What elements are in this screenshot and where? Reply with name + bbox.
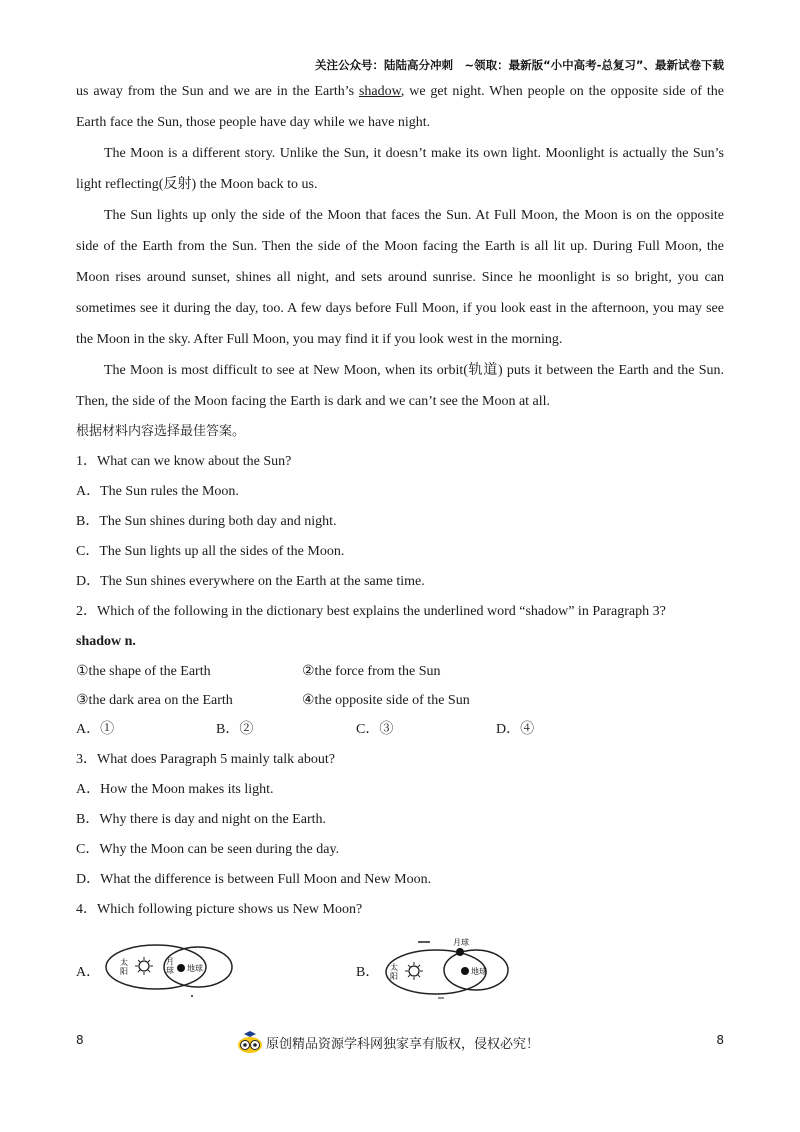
question-3-stem: 3．What does Paragraph 5 mainly talk about? bbox=[76, 752, 335, 767]
paragraph-1: us away from the Sun and we are in the Earth’s shadow, we get night. When people on the opposite side of the Earth face the Sun, those people have day while we have night. bbox=[76, 84, 724, 130]
earth-label-a: 地球 bbox=[187, 964, 203, 973]
question-2-options bbox=[76, 715, 724, 745]
question-1-option-c: C．The Sun lights up all the sides of the Moon. bbox=[76, 544, 345, 559]
underlined-word-shadow: shadow bbox=[358, 84, 401, 99]
dictionary-entry: shadow n. bbox=[76, 634, 136, 649]
definition-4: ④the opposite side of the Sun bbox=[302, 693, 470, 708]
picture-option-a bbox=[76, 941, 356, 1001]
definition-2: ②the force from the Sun bbox=[302, 664, 441, 679]
sun-icon bbox=[405, 962, 423, 980]
earth-dot-icon bbox=[461, 967, 469, 975]
moon-dot-icon bbox=[456, 948, 464, 956]
sun-icon bbox=[135, 957, 153, 975]
question-2-stem: 2．Which of the following in the dictionary best explains the underlined word “shadow” in Paragraph 3? bbox=[76, 604, 666, 619]
question-1-option-a: A．The Sun rules the Moon. bbox=[76, 484, 239, 499]
instruction: 根据材料内容选择最佳答案。 bbox=[76, 424, 246, 439]
paragraph-2: The Moon is a different story. Unlike the Sun, it doesn’t make its own light. Moonlight is actually the Sun’s light reflecting(反射) the Moon back to us. bbox=[76, 146, 724, 192]
moon-dot-icon bbox=[177, 964, 185, 972]
question-3-option-b: B．Why there is day and night on the Earth. bbox=[76, 812, 326, 827]
question-2-option-c: C．③ bbox=[356, 722, 394, 737]
definition-3: ③the dark area on the Earth bbox=[76, 693, 233, 708]
earth-label-b: 地球 bbox=[471, 967, 487, 976]
sun-label-a-2: 阳 bbox=[120, 967, 128, 976]
page-number-right: 8 bbox=[716, 1033, 724, 1047]
page-header: 关注公众号：陆陆高分冲刺 ~领取：最新版“小中高考-总复习”、最新试卷下载 bbox=[314, 58, 724, 72]
moon-label-b: 月球 bbox=[453, 938, 469, 947]
moon-label-a-2: 球 bbox=[166, 966, 174, 975]
question-3-option-d: D．What the difference is between Full Moon and New Moon. bbox=[76, 872, 432, 887]
question-1-option-b: B．The Sun shines during both day and night. bbox=[76, 514, 337, 529]
moon-label-a-1: 月 bbox=[166, 957, 174, 966]
question-2-option-a: A．① bbox=[76, 722, 115, 737]
paragraph-4: The Moon is most difficult to see at New Moon, when its orbit(轨道) puts it between the Earth and the Sun. Then, the side of the Moon facing the Earth is dark and we can’t see the Moon at all. bbox=[76, 363, 724, 409]
question-3-option-a: A．How the Moon makes its light. bbox=[76, 782, 274, 797]
sun-label-a-1: 太 bbox=[120, 958, 128, 967]
question-4-stem: 4．Which following picture shows us New Moon? bbox=[76, 902, 363, 917]
sun-label-b-2: 阳 bbox=[390, 972, 398, 981]
definitions-row-2 bbox=[76, 686, 724, 715]
picture-a-label: A． bbox=[76, 965, 101, 980]
owl-logo-icon bbox=[236, 1030, 264, 1054]
copyright-text: 原创精品资源学科网独家享有版权，侵权必究！ bbox=[266, 1036, 540, 1052]
picture-a-diagram bbox=[98, 941, 248, 1001]
question-3-option-c: C．Why the Moon can be seen during the day. bbox=[76, 842, 340, 857]
page-number-left: 8 bbox=[76, 1033, 84, 1047]
question-1-option-d: D．The Sun shines everywhere on the Earth at the same time. bbox=[76, 574, 425, 589]
sun-label-b-1: 太 bbox=[390, 963, 398, 972]
question-2-option-d: D．④ bbox=[496, 722, 535, 737]
picture-option-b bbox=[356, 936, 636, 1006]
definition-1: ①the shape of the Earth bbox=[76, 664, 211, 679]
paragraph-3: The Sun lights up only the side of the Moon that faces the Sun. At Full Moon, the Moon is on the opposite side of the Earth from the Sun. Then the side of the Moon facing the Earth is all lit up. During Full Moon, the Moon rises around sunset, shines all night, and sets around sunrise. Since he moonlight is so bright, you can sometimes see it during the day, too. A few days before Full Moon, if you look east in the afternoon, you may see the Moon in the sky. After Full Moon, you may find it if you look west in the morning. bbox=[76, 208, 724, 347]
copyright-footer bbox=[236, 1030, 539, 1054]
picture-b-label: B． bbox=[356, 965, 380, 980]
definitions-row-1 bbox=[76, 657, 724, 686]
question-4-pictures bbox=[76, 931, 724, 1011]
question-1-stem: 1．What can we know about the Sun? bbox=[76, 454, 292, 469]
document-body bbox=[76, 76, 724, 1011]
question-2-option-b: B．② bbox=[216, 722, 254, 737]
picture-b-diagram bbox=[378, 936, 528, 1006]
